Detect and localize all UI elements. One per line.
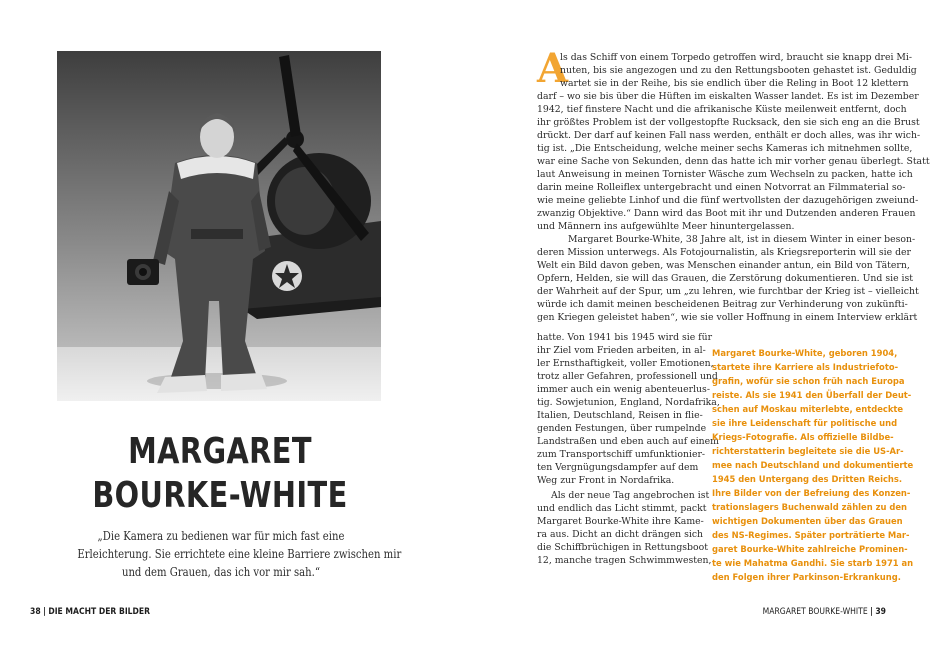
- body-line: Opfern, Helden, sie will das Grauen, die Zerstörung dokumentieren. Und sie ist: [537, 273, 914, 284]
- body-line: Italien, Deutschland, Reisen in flie-: [537, 410, 703, 421]
- body-line: und Männern ins aufgewühlte Meer hinuntergelassen.: [537, 221, 795, 232]
- body-line: würde ich damit meinen bescheidenen Beitrag zur Verhinderung von zukünfti-: [537, 299, 908, 310]
- body-line: gen Kriegen geleistet haben“, wie sie voller Hoffnung in einem Interview erklärt: [537, 312, 918, 323]
- caption-line: schen auf Moskau miterlebte, entdeckte: [712, 404, 904, 414]
- folio-section: MARGARET BOURKE-WHITE: [762, 607, 868, 617]
- body-line: ten Vergnügungsdampfer auf dem: [537, 462, 699, 473]
- body-line: wie meine geliebte Linhof und die fünf wertvollsten der dazugehörigen zweiund-: [537, 195, 919, 206]
- body-line: zum Transportschiff umfunktionier-: [537, 449, 706, 460]
- caption-line: wichtigen Dokumenten über das Grauen: [712, 516, 903, 526]
- body-line: Weg zur Front in Nordafrika.: [537, 475, 675, 486]
- folio-section: DIE MACHT DER BILDER: [48, 607, 151, 617]
- title-line-2: BOURKE-WHITE: [92, 475, 348, 516]
- body-line: Landstraßen und eben auch auf einem: [537, 436, 719, 447]
- folio-right: [719, 607, 886, 618]
- quote-line: Erleichterung. Sie errichtete eine kleine Barriere zwischen mir: [77, 547, 402, 561]
- body-line: nuten, bis sie angezogen und zu den Rettungsbooten gehastet ist. Geduldig: [560, 65, 917, 76]
- drop-cap: A: [537, 45, 569, 92]
- title-line-1: MARGARET: [128, 431, 312, 472]
- folio-separator: |: [870, 607, 873, 617]
- body-line: trotz aller Gefahren, professionell und: [537, 371, 718, 382]
- portrait-photo: [57, 51, 381, 401]
- caption-line: Ihre Bilder von der Befreiung des Konzen-: [712, 488, 911, 498]
- body-line: war eine Sache von Sekunden, denn das hatte ich mir vorher genau überlegt. Statt: [537, 156, 930, 167]
- body-line: und endlich das Licht stimmt, packt: [537, 503, 707, 514]
- body-line: genden Festungen, über rumpelnde: [537, 423, 707, 434]
- caption-line: Margaret Bourke-White, geboren 1904,: [712, 348, 898, 358]
- caption-line: den Folgen ihrer Parkinson-Erkrankung.: [712, 572, 901, 582]
- caption-line: garet Bourke-White zahlreiche Prominen-: [712, 544, 908, 554]
- caption-line: mee nach Deutschland und dokumentierte: [712, 460, 914, 470]
- body-line: ra aus. Dicht an dicht drängen sich: [537, 529, 704, 540]
- body-line: der Wahrheit auf der Spur, um „zu lehren, wie furchtbar der Krieg ist – vielleicht: [537, 286, 919, 297]
- body-line: Welt ein Bild davon geben, was Menschen einander antun, ein Bild von Tätern,: [537, 260, 910, 271]
- body-line: hatte. Von 1941 bis 1945 wird sie für: [537, 332, 713, 343]
- body-line: drückt. Der darf auf keinen Fall nass werden, enthält er doch alles, was ihr wich-: [537, 130, 921, 141]
- caption-line: 1945 den Untergang des Dritten Reichs.: [712, 474, 903, 484]
- folio-separator: |: [43, 607, 46, 617]
- photo-illustration: [57, 51, 381, 401]
- body-line: tig. Sowjetunion, England, Nordafrika,: [537, 397, 720, 408]
- body-line: deren Mission unterwegs. Als Fotojournalistin, als Kriegsreporterin will sie der: [537, 247, 911, 258]
- body-line: ihr größtes Problem ist der vollgestopfte Rucksack, den sie sich eng an die Brust: [537, 117, 920, 128]
- folio-left: [30, 607, 150, 618]
- caption-line: des NS-Regimes. Später porträtierte Mar-: [712, 530, 910, 540]
- page-number: 38: [30, 607, 41, 617]
- body-line: ler Ernsthaftigkeit, voller Emotionen,: [537, 358, 714, 369]
- body-line: darin meine Rolleiflex untergebracht und einen Notvorrat an Filmmaterial so-: [537, 182, 906, 193]
- page-number: 39: [875, 607, 886, 617]
- body-line: 12, manche tragen Schwimmwesten,: [537, 555, 712, 566]
- body-line: zwanzig Objektive.“ Dann wird das Boot mit ihr und Dutzenden anderen Frauen: [537, 208, 916, 219]
- caption-line: trationslagers Buchenwald zählen zu den: [712, 502, 907, 512]
- body-line: ihr Ziel vom Frieden arbeiten, in al-: [537, 345, 706, 356]
- caption-line: startete ihre Karriere als Industriefoto-: [712, 362, 899, 372]
- body-line: ls das Schiff von einem Torpedo getroffen wird, braucht sie knapp drei Mi-: [560, 52, 913, 63]
- caption-line: sie ihre Leidenschaft für politische und: [712, 418, 898, 428]
- caption-line: richterstatterin begleitete sie die US-Ar-: [712, 446, 904, 456]
- caption-line: te wie Mahatma Gandhi. Sie starb 1971 an: [712, 558, 914, 568]
- quote-line: und dem Grauen, das ich vor mir sah.“: [121, 565, 321, 579]
- caption-line: reiste. Als sie 1941 den Überfall der Deut-: [712, 390, 912, 400]
- body-line: die Schiffbrüchigen in Rettungsboot: [537, 542, 708, 553]
- body-line: tig ist. „Die Entscheidung, welche meiner sechs Kameras ich mitnehmen sollte,: [537, 143, 913, 154]
- caption-line: Kriegs-Fotografie. Als offizielle Bildbe-: [712, 432, 894, 442]
- body-line: darf – wo sie bis über die Hüften im eiskalten Wasser landet. Es ist im Dezember: [537, 91, 919, 102]
- body-line: wartet sie in der Reihe, bis sie endlich über die Reling in Boot 12 klettern: [560, 78, 909, 89]
- body-line: Als der neue Tag angebrochen ist: [551, 490, 710, 501]
- body-line: Margaret Bourke-White, 38 Jahre alt, ist in diesem Winter in einer beson-: [568, 234, 916, 245]
- body-line: Margaret Bourke-White ihre Kame-: [537, 516, 704, 527]
- quote-line: „Die Kamera zu bedienen war für mich fast eine: [97, 529, 345, 543]
- body-line: laut Anweisung in meinen Tornister Wäsche zum Wechseln zu packen, hatte ich: [537, 169, 913, 180]
- body-line: immer auch ein wenig abenteuerlus-: [537, 384, 710, 395]
- caption-line: grafin, wofür sie schon früh nach Europa: [712, 376, 905, 386]
- body-line: 1942, tief finstere Nacht und die afrikanische Küste meilenweit entfernt, doch: [537, 104, 907, 115]
